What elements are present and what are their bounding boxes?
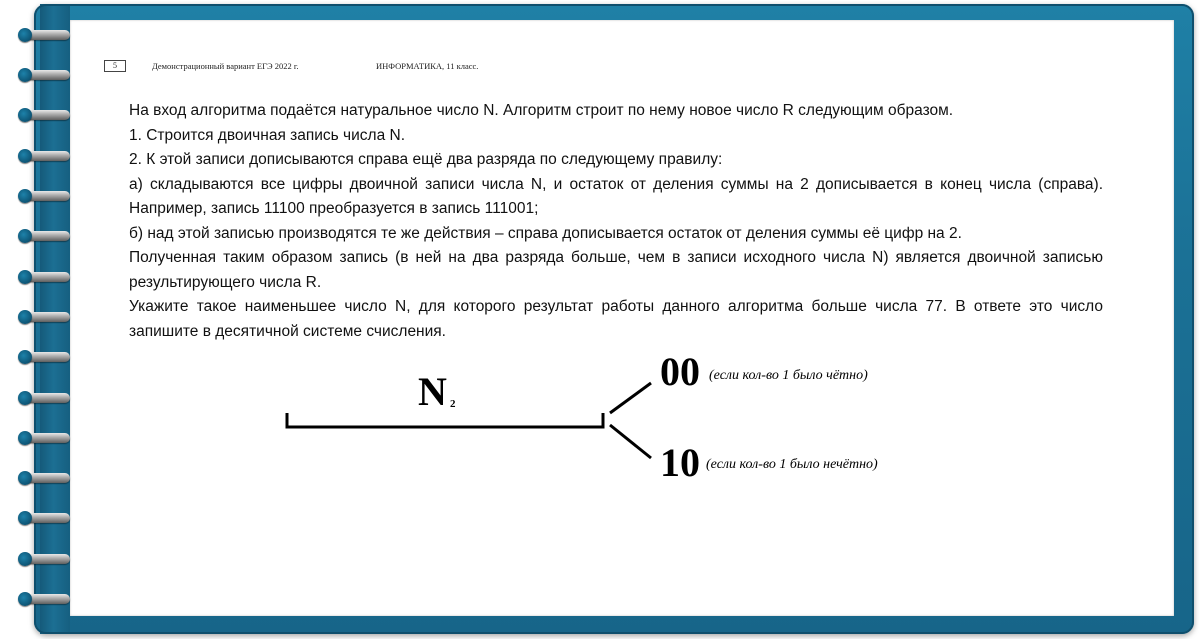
odd-note: (если кол-во 1 было нечётно) xyxy=(706,457,878,472)
bracket-line xyxy=(287,413,603,427)
task-paragraph: 1. Строится двоичная запись числа N. xyxy=(129,126,406,144)
even-digits: 00 xyxy=(660,349,700,394)
odd-digits: 10 xyxy=(660,440,700,485)
n-label: N xyxy=(418,369,447,414)
task-paragraph: а) складываются все цифры двоичной записи числа N, и остаток от деления суммы на 2 дописывается в конец числа (справа). Например, запись 11100 преобразуется в запись 111001; xyxy=(129,175,1103,217)
subject-title: ИНФОРМАТИКА, 11 класс. xyxy=(376,61,479,71)
branch-line-even xyxy=(610,383,651,413)
task-paragraph: 2. К этой записи дописываются справа ещё два разряда по следующему правилу: xyxy=(129,151,723,168)
even-note: (если кол-во 1 было чётно) xyxy=(709,368,868,383)
page-number: 5 xyxy=(104,60,126,72)
branch-line-odd xyxy=(610,425,651,458)
task-paragraph: На вход алгоритма подаётся натуральное число N. Алгоритм строит по нему новое число R следующим образом. xyxy=(129,102,954,119)
task-paragraph: Полученная таким образом запись (в ней на два разряда больше, чем в записи исходного числа N) является двоичной записью результирующего числа R. xyxy=(129,249,1103,291)
n-subscript: 2 xyxy=(450,398,456,410)
task-paragraph: б) над этой записью производятся те же действия – справа дописывается остаток от деления суммы её цифр на 2. xyxy=(129,224,962,242)
task-paragraph: Укажите такое наименьшее число N, для которого результат работы данного алгоритма больше числа 77. В ответе это число запишите в десятичной системе счисления. xyxy=(129,298,1103,340)
exam-title: Демонстрационный вариант ЕГЭ 2022 г. xyxy=(152,61,299,71)
